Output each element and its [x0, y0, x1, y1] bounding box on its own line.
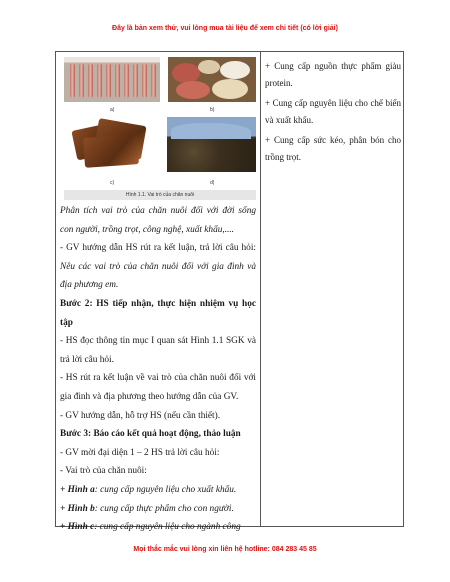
role-item-b-label: + Hình b	[60, 503, 95, 514]
role-item-a	[60, 481, 256, 500]
lesson-table	[55, 51, 404, 533]
manure-compost-image	[167, 117, 256, 172]
product-item-2: + Cung cấp nguyên liệu cho chế biến và xuất khẩu.	[265, 98, 401, 125]
role-item-b-text: : cung cấp thực phẩm cho con người.	[94, 503, 234, 514]
figure-1-1	[60, 55, 256, 202]
gv-guidance-question: Nêu các vai trò của chăn nuôi đối với gia đình và địa phương em.	[60, 261, 256, 291]
activity-column	[60, 55, 256, 537]
step-2-heading: Bước 2: HS tiếp nhận, thực hiện nhiệm vụ học tập	[60, 298, 256, 328]
analysis-prompt: Phân tích vai trò của chăn nuôi đối với đời sống con người, trồng trọt, công nghệ, xuất khẩu,....	[60, 206, 256, 235]
preview-notice-banner: Đây là bản xem thử, vui lòng mua tài liệu để xem chi tiết (có lời giải)	[112, 25, 338, 32]
role-item-b	[60, 500, 256, 519]
step-2-item-1: - HS đọc thông tin mục I quan sát Hình 1.1 SGK và trả lời câu hỏi.	[60, 336, 256, 365]
role-item-c-label: + Hình c	[60, 522, 95, 533]
product-item-1: + Cung cấp nguồn thực phẩm giàu protein.	[265, 61, 401, 88]
role-item-c-text: : cung cấp nguyên liệu cho ngành công	[94, 522, 241, 533]
figure-caption: Hình 1.1. Vai trò của chăn nuôi	[64, 190, 256, 200]
figure-label-a: a)	[110, 107, 115, 113]
column-divider	[260, 52, 261, 526]
gv-guidance-text: - GV hướng dẫn HS rút ra kết luận, trả lời câu hỏi:	[60, 243, 256, 254]
step-3-heading: Bước 3: Báo cáo kết quả hoạt động, thảo luận	[60, 429, 241, 440]
product-item-3: + Cung cấp sức kéo, phân bón cho trồng trọt.	[265, 135, 401, 162]
step-2-item-2: - HS rút ra kết luận về vai trò của chăn nuôi đối với gia đình và địa phương theo hướng dẫn của GV.	[60, 373, 256, 402]
gv-guidance-paragraph	[60, 239, 256, 295]
leather-hides-image	[70, 116, 154, 170]
role-item-c	[60, 518, 256, 537]
hotline-banner: Mọi thắc mắc vui lòng xin liên hệ hotline: 084 283 45 85	[133, 546, 317, 553]
role-item-a-label: + Hình a	[60, 484, 95, 495]
food-products-image	[168, 57, 256, 102]
role-item-a-text: : cung cấp nguyên liệu cho xuất khẩu.	[94, 484, 237, 495]
product-column	[265, 58, 401, 169]
meat-carcass-image	[64, 57, 160, 102]
step-3-item-2: - Vai trò của chăn nuôi:	[60, 466, 147, 477]
figure-label-d: d)	[210, 180, 215, 186]
step-3-item-1: - GV mời đại diện 1 – 2 HS trả lời câu hỏi:	[60, 447, 220, 458]
figure-label-c: c)	[110, 180, 115, 186]
figure-label-b: b)	[210, 107, 215, 113]
step-2-item-3: - GV hướng dẫn, hỗ trợ HS (nếu cần thiết).	[60, 410, 221, 421]
